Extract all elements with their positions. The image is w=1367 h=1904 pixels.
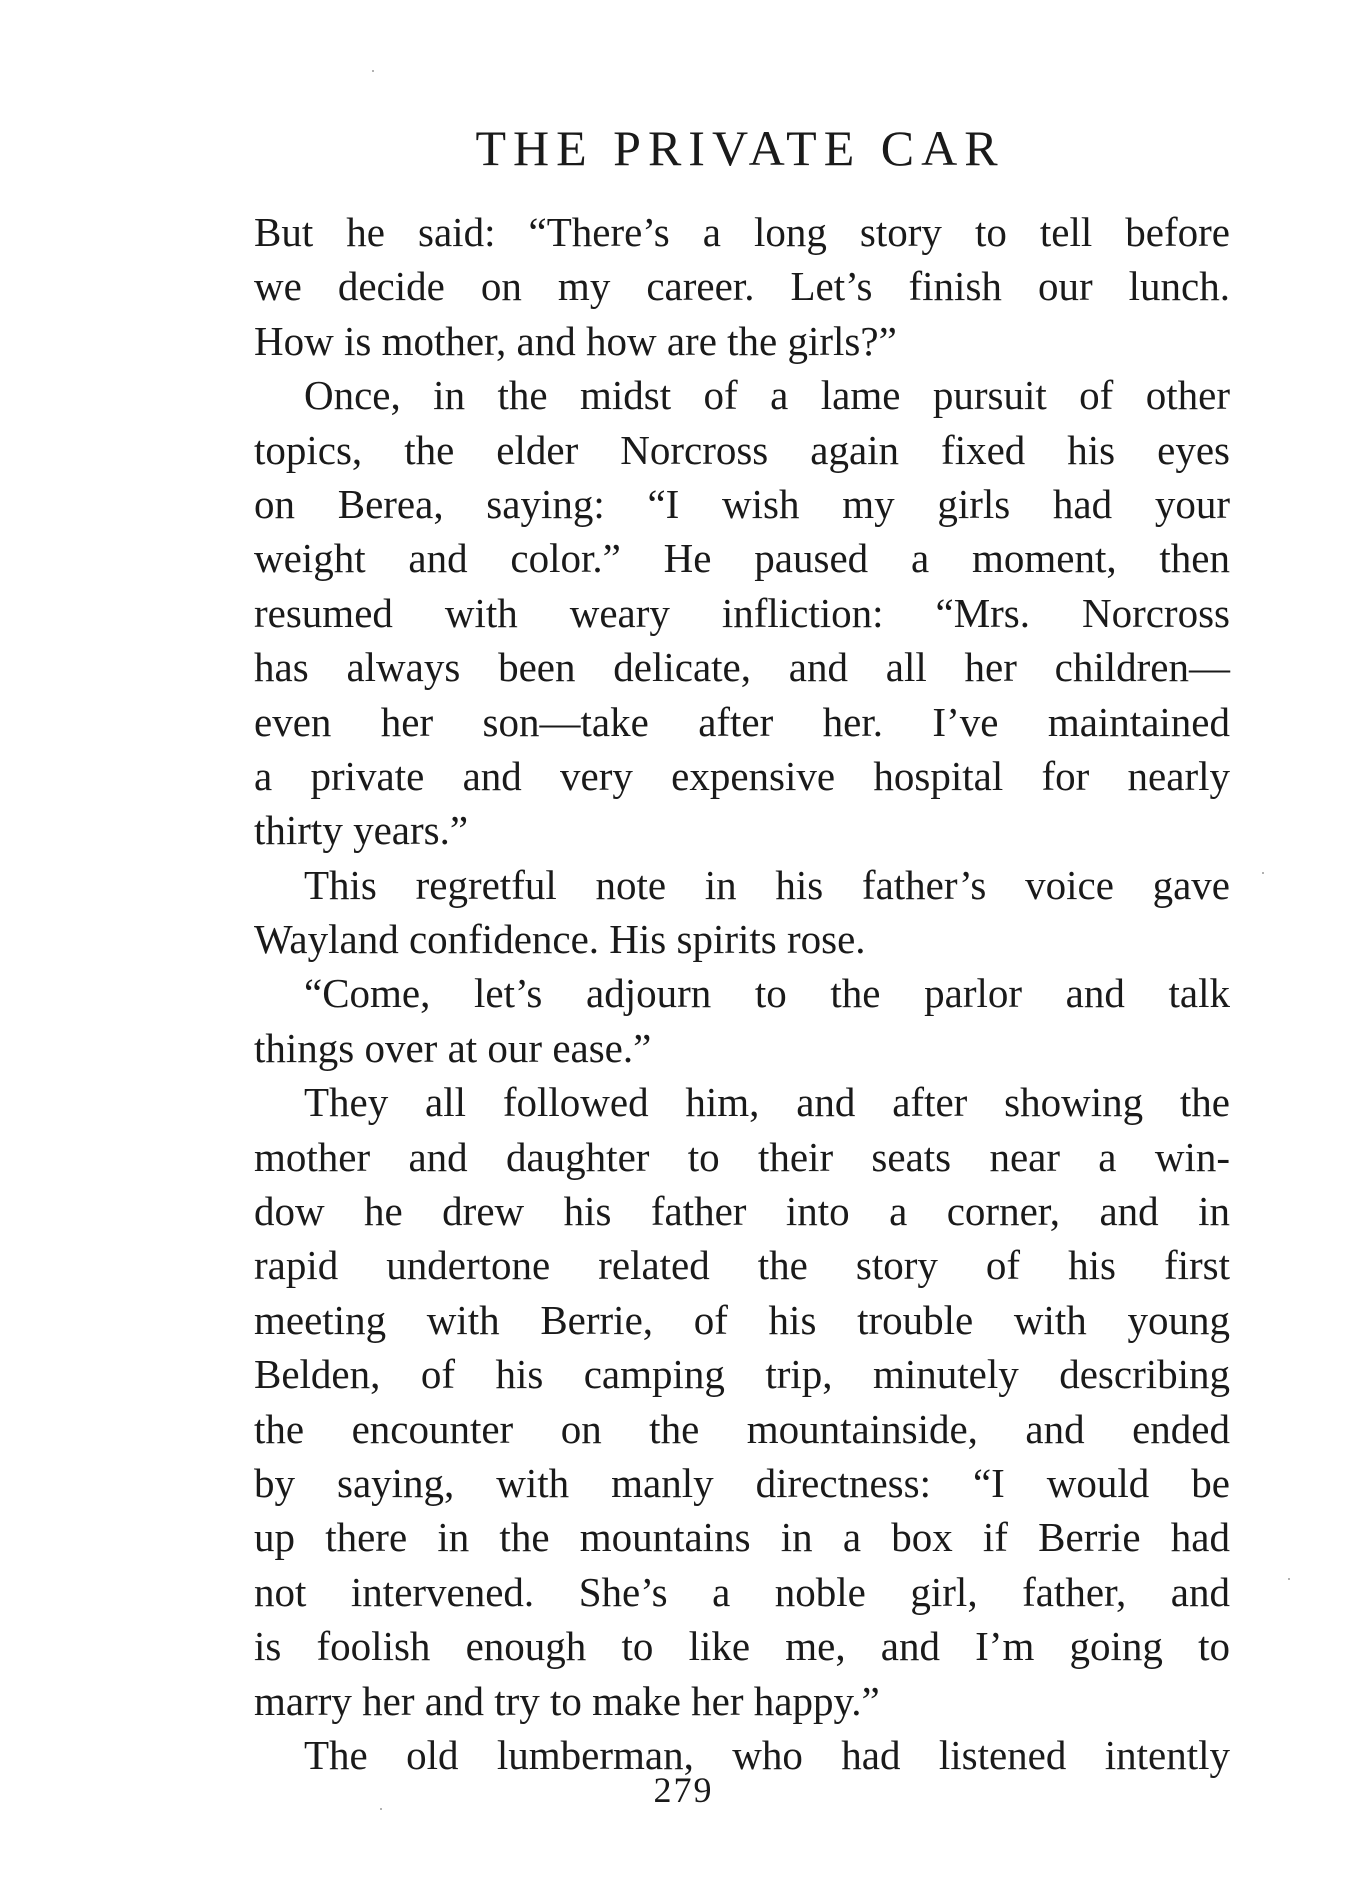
paper-speck [372, 70, 374, 72]
text-line: Once, in the midst of a lame pursuit of other [304, 372, 1230, 419]
text-line: rapid undertone related the story of his first [254, 1242, 1230, 1289]
text-line: up there in the mountains in a box if Berrie had [254, 1514, 1230, 1561]
text-line: dow he drew his father into a corner, and in [254, 1188, 1230, 1235]
text-line: the encounter on the mountainside, and ended [254, 1405, 1230, 1452]
text-line: Belden, of his camping trip, minutely describing [254, 1351, 1230, 1398]
paper-speck [380, 1808, 382, 1810]
text-line: The old lumberman, who had listened intently [304, 1731, 1230, 1778]
text-line: even her son—take after her. I’ve maintained [254, 698, 1230, 745]
text-line: thirty years.” [254, 807, 469, 854]
text-line: not intervened. She’s a noble girl, father, and [254, 1568, 1230, 1615]
page-number: 279 [653, 1770, 714, 1810]
text-line: But he said: “There’s a long story to tell before [254, 209, 1230, 255]
text-line: things over at our ease.” [254, 1024, 652, 1071]
running-head: THE PRIVATE CAR [475, 120, 1005, 176]
text-line: weight and color.” He paused a moment, then [254, 535, 1230, 582]
text-line: on Berea, saying: “I wish my girls had your [254, 480, 1230, 527]
paper-speck [1262, 872, 1264, 874]
text-line: by saying, with manly directness: “I would be [254, 1459, 1230, 1506]
paper-speck [1288, 1578, 1290, 1580]
text-line: How is mother, and how are the girls?” [254, 317, 897, 364]
text-line: we decide on my career. Let’s finish our lunch. [254, 263, 1230, 310]
text-line: has always been delicate, and all her children— [254, 644, 1230, 691]
text-line: Wayland confidence. His spirits rose. [254, 916, 866, 963]
text-line: mother and daughter to their seats near a win- [254, 1133, 1230, 1180]
text-line: resumed with weary infliction: “Mrs. Norcross [254, 589, 1230, 636]
text-line: topics, the elder Norcross again fixed his eyes [254, 426, 1230, 473]
text-line: meeting with Berrie, of his trouble with young [254, 1296, 1230, 1343]
text-line: This regretful note in his father’s voice gave [304, 861, 1230, 908]
text-line: marry her and try to make her happy.” [254, 1677, 880, 1724]
text-line: is foolish enough to like me, and I’m going to [254, 1623, 1230, 1670]
body-text [254, 205, 1230, 1782]
text-line: They all followed him, and after showing the [304, 1079, 1230, 1126]
text-line: a private and very expensive hospital for nearly [254, 752, 1230, 799]
text-line: “Come, let’s adjourn to the parlor and talk [304, 970, 1230, 1017]
